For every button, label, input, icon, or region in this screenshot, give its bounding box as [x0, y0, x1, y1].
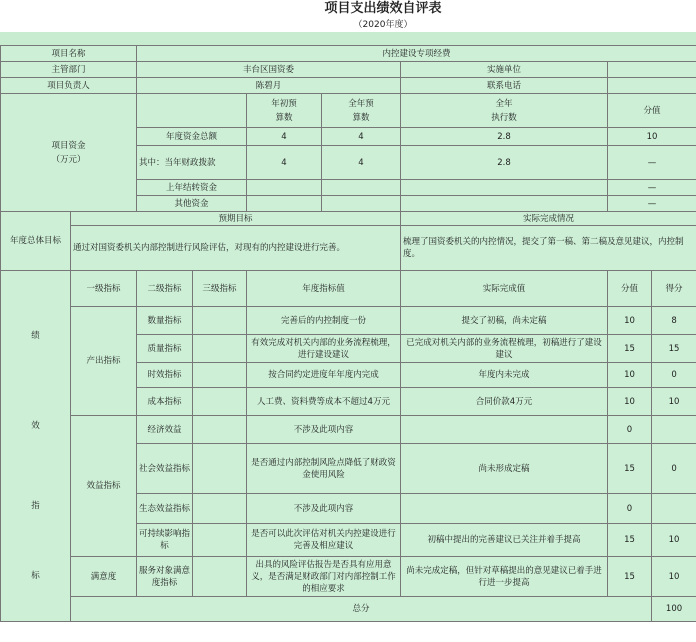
- col-budget-l2: 算数: [275, 112, 293, 123]
- evaluation-table: [0, 45, 696, 622]
- annual-value-cell: 出具的风险评估报告是否具有应用意义，是否满足财政部门对内部控制工作的相应要求: [247, 557, 401, 597]
- actual-result-text: 梳理了国资委机关的内控情况，提交了第一稿、第二稿及意见建议，内控制度。: [401, 226, 696, 271]
- got-cell: [652, 416, 696, 444]
- funds-exec: [401, 196, 608, 212]
- impl-label: 实施单位: [401, 62, 608, 78]
- funds-label-line1: 项目资金: [51, 140, 86, 151]
- col-full-l2: 算数: [352, 112, 370, 123]
- level3-header: 三级指标: [193, 271, 247, 307]
- annual-value-cell: 有效完成对机关内部的业务流程梳理，进行建设建议: [247, 335, 401, 363]
- level2-cell: 成本指标: [137, 388, 193, 416]
- funds-row-label: 上年结转资金: [137, 180, 247, 196]
- annual-value-cell: 人工费、资料费等成本不超过4万元: [247, 388, 401, 416]
- goals-label: 年度总体目标: [1, 212, 71, 271]
- funds-score: —: [608, 146, 696, 180]
- col-score-header: 分值: [608, 94, 696, 128]
- col-exec-l2: 执行数: [491, 112, 517, 123]
- funds-label-line2: （万元）: [51, 154, 86, 165]
- funds-exec: 2.8: [401, 128, 608, 146]
- level2-cell: 生态效益指标: [137, 494, 193, 524]
- level3-cell: [193, 416, 247, 444]
- actual-value-cell: 合同价款4万元: [401, 388, 608, 416]
- annual-value-cell: 是否通过内部控制风险点降低了财政资金使用风险: [247, 444, 401, 494]
- level3-cell: [193, 557, 247, 597]
- actual-value-cell: 年度内未完成: [401, 363, 608, 388]
- side-char: 指: [31, 501, 40, 511]
- benefit-group-label: 效益指标: [71, 416, 137, 557]
- impl-value: [608, 62, 696, 78]
- level2-cell: 可持续影响指标: [137, 524, 193, 557]
- funds-exec: [401, 180, 608, 196]
- level3-cell: [193, 388, 247, 416]
- level2-cell: 社会效益指标: [137, 444, 193, 494]
- actual-value-cell: 尚未形成定稿: [401, 444, 608, 494]
- dept-label: 主管部门: [1, 62, 137, 78]
- annual-value-cell: 完善后的内控制度一份: [247, 307, 401, 335]
- dept-row: [1, 62, 696, 78]
- funds-header-row: [1, 94, 696, 128]
- funds-row-label: 年度资金总额: [137, 128, 247, 146]
- level2-cell: 服务对象满意度指标: [137, 557, 193, 597]
- level2-cell: 经济效益: [137, 416, 193, 444]
- actual-result-header: 实际完成情况: [401, 212, 696, 226]
- got-header: 得分: [652, 271, 696, 307]
- funds-row-label: 其他资金: [137, 196, 247, 212]
- funds-budget: 4: [247, 128, 322, 146]
- got-cell: [652, 494, 696, 524]
- indicator-row: [1, 416, 696, 444]
- score-cell: 15: [608, 524, 652, 557]
- actual-value-cell: 已完成对机关内部的业务流程梳理，初稿进行了建设建议: [401, 335, 608, 363]
- report-year: （2020年度）: [353, 20, 413, 30]
- score-cell: 10: [608, 307, 652, 335]
- level1-header: 一级指标: [71, 271, 137, 307]
- got-cell: 0: [652, 444, 696, 494]
- annual-value-cell: 按合同约定进度年年度内完成: [247, 363, 401, 388]
- output-group-label: 产出指标: [71, 307, 137, 416]
- funds-full: 4: [322, 128, 401, 146]
- funds-budget: 4: [247, 146, 322, 180]
- score-cell: 0: [608, 416, 652, 444]
- got-cell: 0: [652, 363, 696, 388]
- score-cell: 0: [608, 494, 652, 524]
- funds-budget: [247, 196, 322, 212]
- side-char: 标: [31, 571, 40, 581]
- score-cell: 15: [608, 335, 652, 363]
- level3-cell: [193, 524, 247, 557]
- annual-value-cell: 不涉及此项内容: [247, 494, 401, 524]
- leader-value: 陈碧月: [137, 78, 401, 94]
- annual-value-header: 年度指标值: [247, 271, 401, 307]
- got-cell: 10: [652, 557, 696, 597]
- expected-goal-text: 通过对国资委机关内部控制进行风险评估，对现有的内控建设进行完善。: [71, 226, 401, 271]
- annual-value-cell: 是否可以此次评估对机关内控建设进行完善及相应建议: [247, 524, 401, 557]
- score-cell: 15: [608, 444, 652, 494]
- expected-goal-header: 预期目标: [71, 212, 401, 226]
- funds-score: —: [608, 180, 696, 196]
- funds-full: [322, 196, 401, 212]
- col-exec-header: [401, 94, 608, 128]
- level3-cell: [193, 494, 247, 524]
- col-budget-header: [247, 94, 322, 128]
- level2-cell: 数量指标: [137, 307, 193, 335]
- total-label: 总分: [71, 597, 652, 622]
- indicator-side-label: [1, 271, 71, 622]
- level3-cell: [193, 307, 247, 335]
- level3-cell: [193, 363, 247, 388]
- col-full-header: [322, 94, 401, 128]
- actual-value-header: 实际完成值: [401, 271, 608, 307]
- actual-value-cell: 提交了初稿，尚未定稿: [401, 307, 608, 335]
- level2-cell: 时效指标: [137, 363, 193, 388]
- col-full-l1: 全年预: [348, 98, 374, 109]
- level2-header: 二级指标: [137, 271, 193, 307]
- project-name-value: 内控建设专项经费: [137, 46, 696, 62]
- phone-value: [608, 78, 696, 94]
- total-score: 100: [652, 597, 696, 622]
- funds-score: —: [608, 196, 696, 212]
- indicator-header-row: [1, 271, 696, 307]
- funds-blank-header: [137, 94, 247, 128]
- goals-row: [1, 226, 696, 271]
- annual-value-cell: 不涉及此项内容: [247, 416, 401, 444]
- score-cell: 15: [608, 557, 652, 597]
- col-exec-l1: 全年: [495, 98, 513, 109]
- header-band: [0, 32, 696, 45]
- actual-value-cell: 尚未完成定稿，但针对草稿提出的意见建议已着手进行进一步提高: [401, 557, 608, 597]
- report-title: 项目支出绩效自评表: [324, 1, 442, 16]
- actual-value-cell: [401, 416, 608, 444]
- level3-cell: [193, 335, 247, 363]
- funds-full: [322, 180, 401, 196]
- total-row: [1, 597, 696, 622]
- score-cell: 10: [608, 388, 652, 416]
- actual-value-cell: 初稿中提出的完善建议已关注并着手提高: [401, 524, 608, 557]
- indicator-row: [1, 557, 696, 597]
- score-cell: 10: [608, 363, 652, 388]
- project-name-row: [1, 46, 696, 62]
- level3-cell: [193, 444, 247, 494]
- got-cell: 10: [652, 524, 696, 557]
- goals-header-row: [1, 212, 696, 226]
- funds-full: 4: [322, 146, 401, 180]
- col-budget-l1: 年初预: [271, 98, 297, 109]
- side-char: 绩: [31, 331, 40, 341]
- funds-label: [1, 94, 137, 212]
- funds-score: 10: [608, 128, 696, 146]
- score-header: 分值: [608, 271, 652, 307]
- phone-label: 联系电话: [401, 78, 608, 94]
- leader-label: 项目负责人: [1, 78, 137, 94]
- leader-row: [1, 78, 696, 94]
- got-cell: 8: [652, 307, 696, 335]
- indicator-row: [1, 307, 696, 335]
- got-cell: 10: [652, 388, 696, 416]
- actual-value-cell: [401, 494, 608, 524]
- funds-exec: 2.8: [401, 146, 608, 180]
- dept-value: 丰台区国资委: [137, 62, 401, 78]
- level2-cell: 质量指标: [137, 335, 193, 363]
- funds-row-label: 其中：当年财政拨款: [137, 146, 247, 180]
- side-char: 效: [31, 421, 40, 431]
- satisfaction-group-label: 满意度: [71, 557, 137, 597]
- funds-budget: [247, 180, 322, 196]
- project-name-label: 项目名称: [1, 46, 137, 62]
- got-cell: 15: [652, 335, 696, 363]
